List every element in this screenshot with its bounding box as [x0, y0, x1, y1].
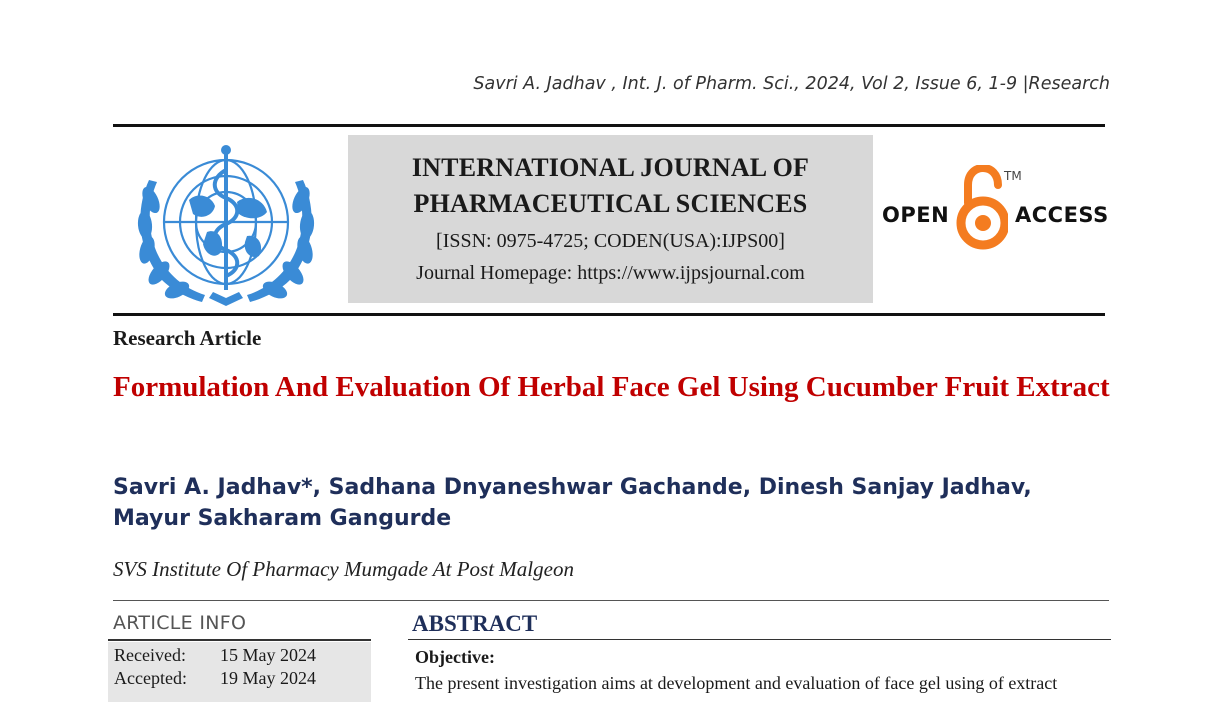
pharmacy-emblem-logo [127, 140, 325, 308]
author-affiliation: SVS Institute Of Pharmacy Mumgade At Post Malgeon [113, 557, 574, 581]
info-value: 15 May 2024 [220, 645, 316, 665]
journal-homepage: Journal Homepage: https://www.ijpsjournal.com [416, 262, 805, 284]
article-info-box [108, 642, 371, 702]
article-info-row-accepted [114, 668, 316, 689]
abstract-rule [408, 639, 1111, 640]
article-info-row-received [114, 645, 316, 666]
journal-banner [348, 135, 873, 303]
header-bottom-rule [113, 313, 1105, 316]
open-lock-icon [956, 165, 1008, 253]
article-authors: Savri A. Jadhav*, Sadhana Dnyaneshwar Gachande, Dinesh Sanjay Jadhav, Mayur Sakharam Gangurde [113, 475, 1032, 531]
journal-title [348, 150, 873, 222]
info-label: Accepted: [114, 668, 187, 688]
open-access-open-word: OPEN [882, 203, 950, 227]
header-top-rule [113, 124, 1105, 127]
journal-title-line2: PHARMACEUTICAL SCIENCES [413, 189, 808, 218]
trademark-mark: TM [1004, 169, 1022, 183]
info-value: 19 May 2024 [220, 668, 316, 688]
article-title: Formulation And Evaluation Of Herbal Face Gel Using Cucumber Fruit Extract [113, 371, 1110, 403]
open-access-access-word: ACCESS [1015, 203, 1109, 227]
info-label: Received: [114, 645, 186, 665]
section-divider [113, 600, 1109, 601]
objective-label: Objective: [415, 647, 495, 667]
article-info-heading: ARTICLE INFO [113, 612, 247, 634]
journal-issn: [ISSN: 0975-4725; CODEN(USA):IJPS00] [436, 230, 785, 252]
journal-title-line1: INTERNATIONAL JOURNAL OF [411, 153, 810, 182]
article-type: Research Article [113, 326, 262, 350]
article-info-underline [108, 639, 371, 641]
objective-text: The present investigation aims at development and evaluation of face gel using of extract [415, 673, 1058, 693]
abstract-heading: ABSTRACT [412, 611, 538, 636]
running-header-citation: Savri A. Jadhav , Int. J. of Pharm. Sci., 2024, Vol 2, Issue 6, 1-9 |Research [473, 74, 1110, 94]
open-access-logo [880, 165, 1110, 255]
